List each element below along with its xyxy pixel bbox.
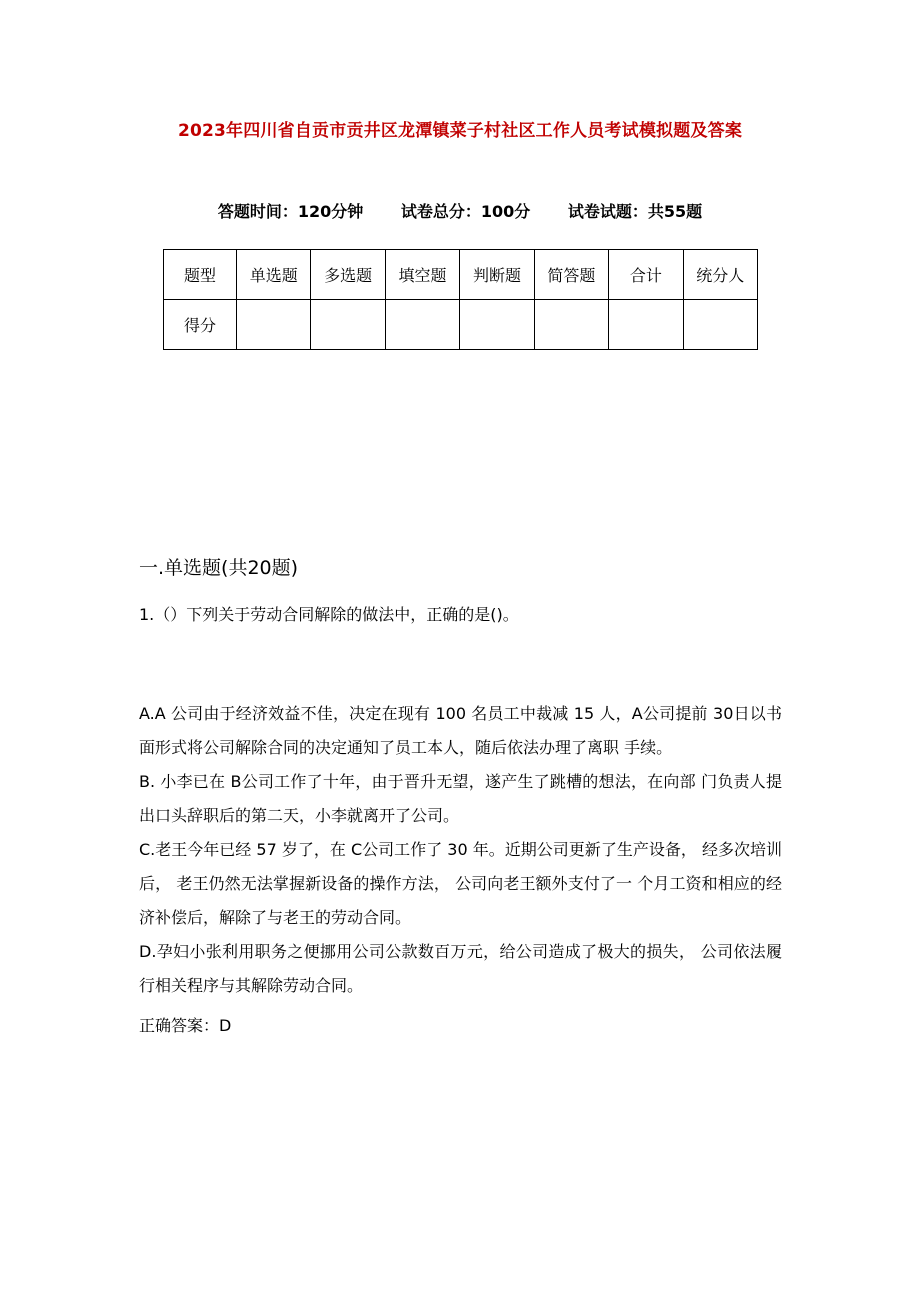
document-title: 2023年四川省自贡市贡井区龙潭镇菜子村社区工作人员考试模拟题及答案 <box>177 121 743 141</box>
exam-meta <box>0 199 920 222</box>
score-table-score-row <box>164 300 758 350</box>
exam-total-score: 试卷总分：100分 <box>400 202 531 221</box>
score-table <box>163 249 758 350</box>
score-cell <box>609 300 683 350</box>
score-cell <box>460 300 534 350</box>
score-cell <box>237 300 311 350</box>
question-stem: 1.（）下列关于劳动合同解除的做法中，正确的是()。 <box>139 605 519 624</box>
header-cell: 简答题 <box>534 250 608 300</box>
header-cell: 题型 <box>164 250 237 300</box>
score-cell <box>385 300 459 350</box>
header-cell: 统分人 <box>683 250 757 300</box>
score-cell <box>534 300 608 350</box>
option-b: B. 小李已在 B公司工作了十年，由于晋升无望，遂产生了跳槽的想法，在向部 门负责人提出口头辞职后的第二天，小李就离开了公司。 <box>139 772 782 825</box>
option-c: C.老王今年已经 57 岁了，在 C公司工作了 30 年。近期公司更新了生产设备， 经多次培训后， 老王仍然无法掌握新设备的操作方法， 公司向老王额外支付了一 个月工资和相应的经济补偿后，解除了与老王的劳动合同。 <box>139 840 782 927</box>
section-title: 一.单选题(共20题) <box>139 557 299 579</box>
correct-answer: 正确答案：D <box>139 1016 232 1035</box>
header-cell: 合计 <box>609 250 683 300</box>
score-table-header-row <box>164 250 758 300</box>
option-d: D.孕妇小张利用职务之便挪用公司公款数百万元，给公司造成了极大的损失， 公司依法履行相关程序与其解除劳动合同。 <box>139 942 782 995</box>
header-cell: 判断题 <box>460 250 534 300</box>
header-cell: 单选题 <box>237 250 311 300</box>
score-cell <box>683 300 757 350</box>
score-cell <box>311 300 385 350</box>
option-a: A.A 公司由于经济效益不佳，决定在现有 100 名员工中裁减 15 人，A公司提前 30日以书面形式将公司解除合同的决定通知了员工本人，随后依法办理了离职 手续。 <box>139 704 782 757</box>
header-cell: 填空题 <box>385 250 459 300</box>
question-options <box>139 697 782 1003</box>
exam-total-questions: 试卷试题：共55题 <box>567 202 703 221</box>
exam-time: 答题时间：120分钟 <box>217 202 364 221</box>
score-row-label: 得分 <box>164 300 237 350</box>
header-cell: 多选题 <box>311 250 385 300</box>
